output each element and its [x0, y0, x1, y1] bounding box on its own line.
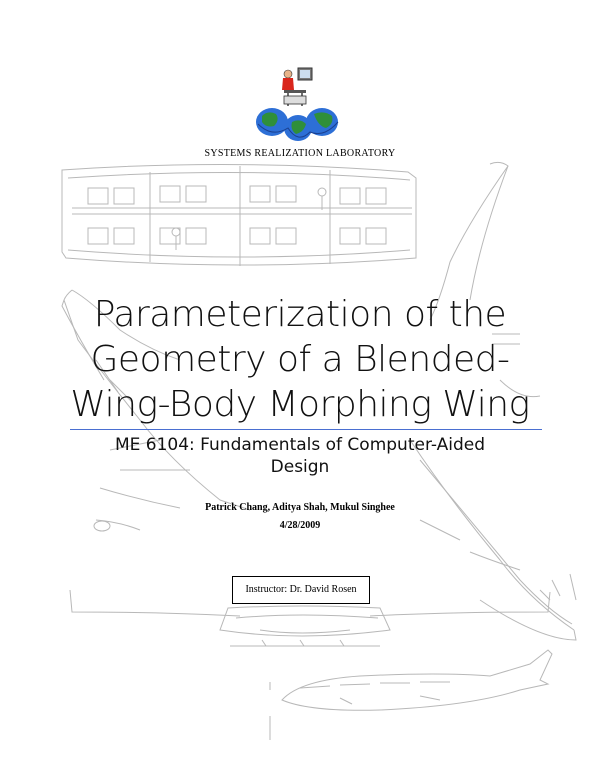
cabin-cross-section: [62, 164, 416, 266]
authors: Patrick Chang, Aditya Shah, Mukul Singhee: [205, 502, 395, 513]
document-title: [60, 292, 540, 427]
instructor-box: Instructor: Dr. David Rosen: [232, 576, 370, 604]
date: 4/28/2009: [279, 520, 321, 531]
title-line-2: Geometry of a Blended-: [90, 339, 510, 380]
subtitle-line-2: Design: [270, 457, 330, 477]
title-line-1: Parameterization of the: [93, 294, 507, 335]
computer-user-icon: [282, 68, 312, 106]
title-divider: [70, 429, 542, 430]
globe-icon: [256, 108, 338, 141]
side-view: [270, 650, 552, 740]
subtitle-line-1: ME 6104: Fundamentals of Computer-Aided: [114, 435, 486, 455]
course-subtitle: [60, 434, 540, 478]
lab-name: SYSTEMS REALIZATION LABORATORY: [204, 148, 396, 159]
lab-logo: [248, 66, 344, 148]
title-line-3: Wing-Body Morphing Wing: [70, 384, 530, 425]
